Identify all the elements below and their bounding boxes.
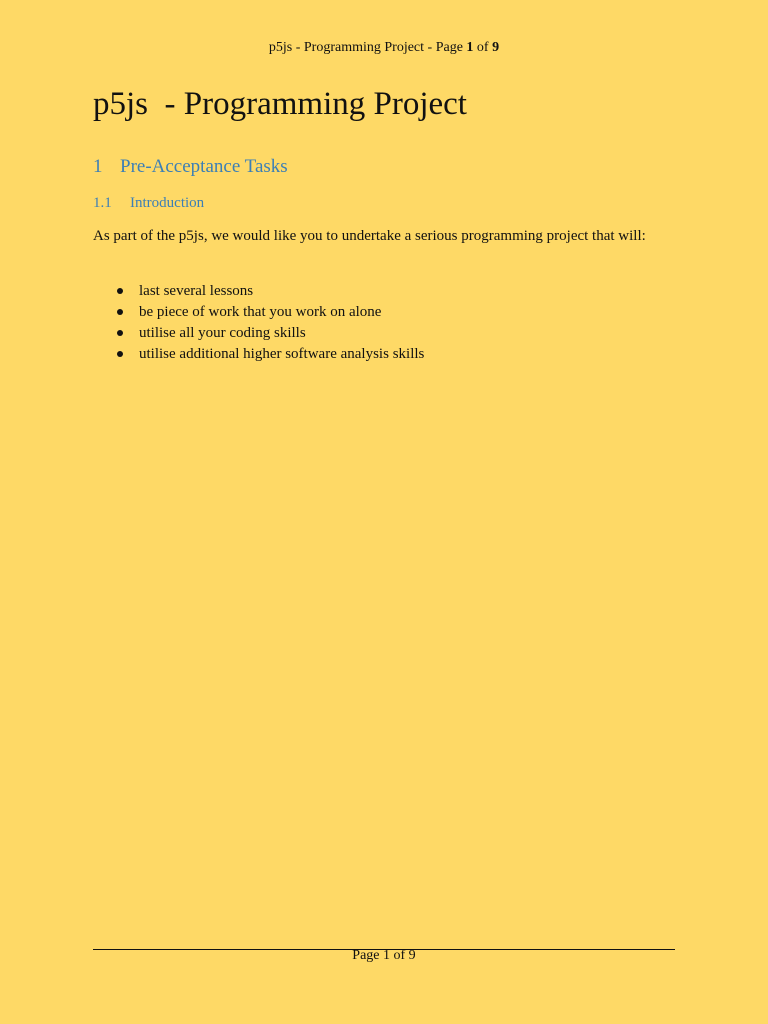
section-title: Pre-Acceptance Tasks <box>120 156 288 177</box>
bullet-icon <box>117 288 123 294</box>
bullet-icon <box>117 309 123 315</box>
subsection-heading <box>93 195 204 212</box>
header-of: of <box>473 40 493 55</box>
page-header <box>0 40 768 56</box>
header-page-total: 9 <box>492 40 500 55</box>
subsection-title: Introduction <box>130 195 205 211</box>
header-page-number: 1 <box>466 40 474 55</box>
list-item-text: utilise all your coding skills <box>139 325 306 341</box>
intro-paragraph: As part of the p5js, we would like you to undertake a serious programming project that will: <box>93 228 646 244</box>
list-item-text: last several lessons <box>139 283 254 299</box>
list-item <box>93 282 424 303</box>
bullet-icon <box>117 351 123 357</box>
subsection-number: 1.1 <box>93 195 112 211</box>
document-title: p5js - Programming Project <box>93 86 467 122</box>
list-item-text: be piece of work that you work on alone <box>139 304 382 320</box>
list-item <box>93 324 424 345</box>
bullet-icon <box>117 330 123 336</box>
section-number: 1 <box>93 156 103 177</box>
list-item-text: utilise additional higher software analysis skills <box>139 346 425 362</box>
section-heading <box>93 156 288 178</box>
page-footer: Page 1 of 9 <box>352 948 416 963</box>
list-item <box>93 303 424 324</box>
header-prefix: p5js - Programming Project - Page <box>268 40 467 55</box>
bullet-list <box>93 282 424 366</box>
list-item <box>93 345 424 366</box>
